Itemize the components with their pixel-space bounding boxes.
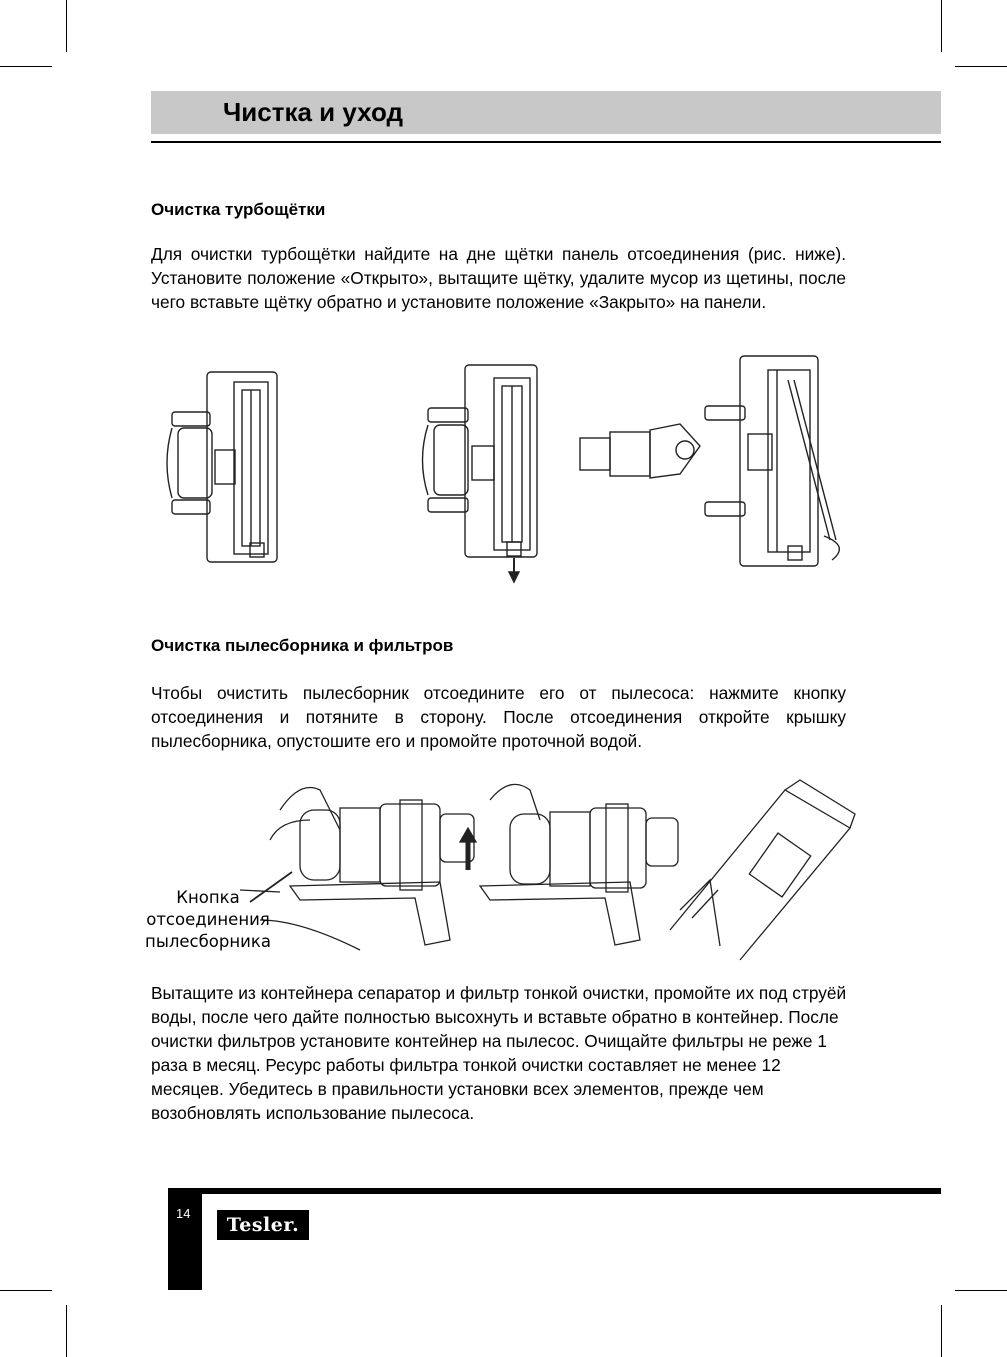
footer-rule	[168, 1188, 941, 1194]
detach-button-caption	[140, 887, 276, 953]
dustbin-figure	[240, 770, 860, 970]
caption-line: отсоединения	[146, 910, 270, 929]
turbobrush-open-illustration	[423, 365, 538, 582]
crop-mark	[955, 66, 1007, 67]
caption-line: Кнопка	[176, 888, 240, 907]
page-number: 14	[176, 1206, 191, 1221]
crop-mark	[0, 66, 52, 67]
page-title: Чистка и уход	[223, 97, 403, 127]
turbobrush-closed-illustration	[167, 372, 277, 562]
section-title-dustbin: Очистка пылесборника и фильтров	[151, 636, 454, 655]
turbobrush-paragraph: Для очистки турбощётки найдите на дне щётки панель отсоединения (рис. ниже). Установите положение «Открыто», вытащите щётку, удалите мусор из щетины, после чего вставьте щётку обратно и установите положение «Закрыто» на панели.	[151, 244, 846, 312]
crop-mark	[66, 0, 67, 52]
crop-mark	[955, 1290, 1007, 1291]
caption-line: пылесборника	[145, 932, 271, 951]
crop-mark	[941, 0, 942, 52]
dustbin-paragraph: Чтобы очистить пылесборник отсоедините его от пылесоса: нажмите кнопку отсоединения и потяните в сторону. После отсоединения откройте крышку пылесборника, опустошите его и промойте проточной водой.	[151, 683, 846, 751]
section-title-turbobrush: Очистка турбощётки	[151, 200, 326, 219]
crop-mark	[941, 1305, 942, 1357]
crop-mark	[0, 1290, 52, 1291]
crop-mark	[66, 1305, 67, 1357]
turbobrush-figure	[160, 350, 860, 590]
footer-page-block	[168, 1190, 202, 1290]
header-rule	[151, 141, 941, 143]
dustbin-open-illustration	[670, 780, 855, 960]
dustbin-lift-illustration	[480, 784, 678, 945]
tesler-logo: Tesler.	[217, 1210, 309, 1240]
header-bar	[151, 91, 941, 134]
filter-paragraph: Вытащите из контейнера сепаратор и фильтр тонкой очистки, промойте их под струёй воды, после чего дайте полностью высохнуть и вставьте обратно в контейнер. После очистки фильтров установите контейнер на пылесос. Очищайте фильтры не реже 1 раза в месяц. Ресурс работы фильтра тонкой очистки составляет не менее 12 месяцев. Убедитесь в правильности установки всех элементов, прежде чем возобновлять использование пылесоса.	[151, 983, 847, 1123]
turbobrush-removal-illustration	[580, 356, 839, 566]
